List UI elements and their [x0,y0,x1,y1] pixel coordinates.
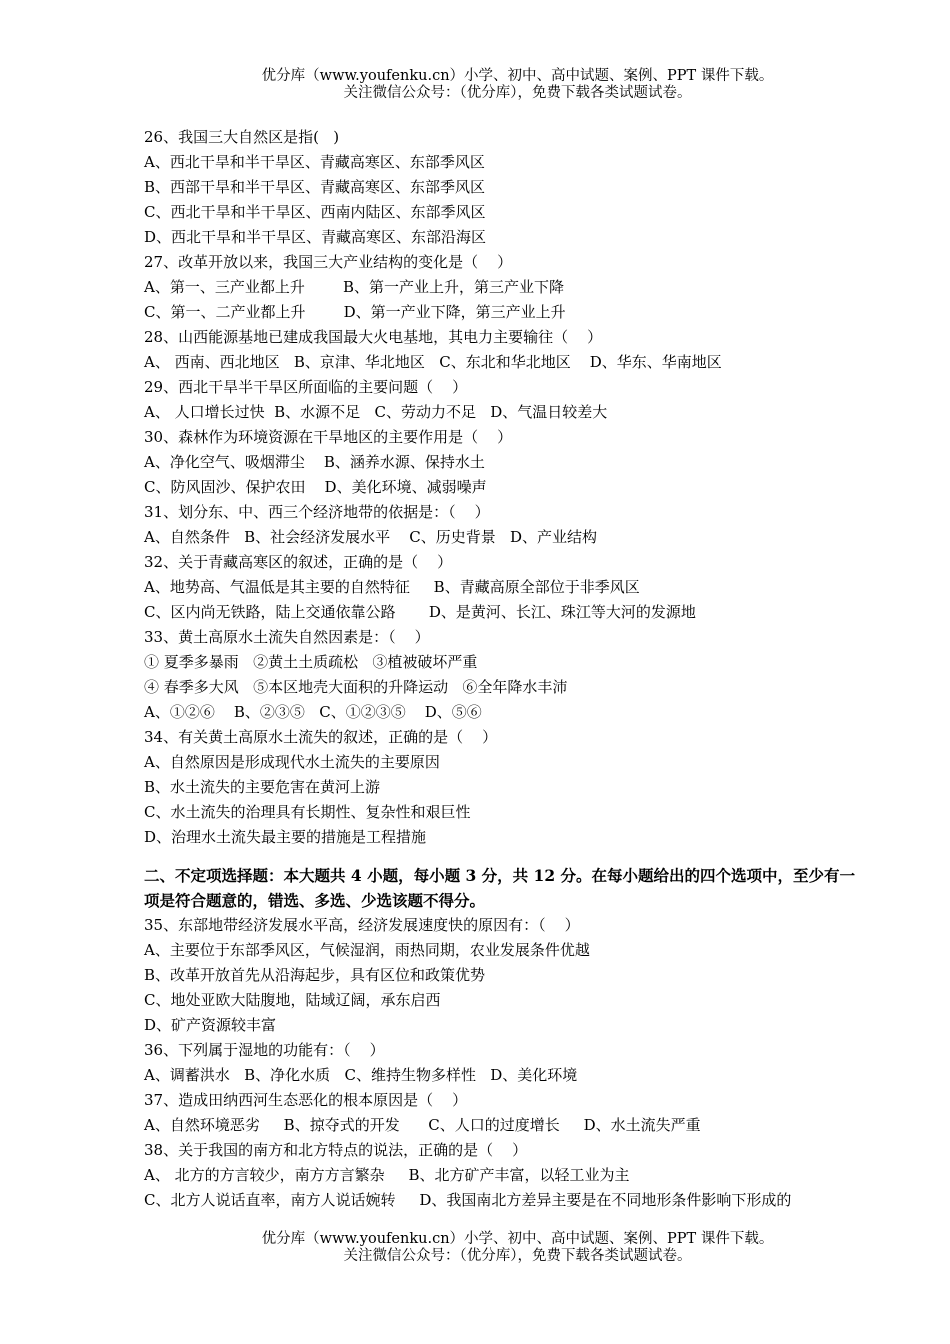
answer-option: ④ 春季多大风 ⑤本区地壳大面积的升降运动 ⑥全年降水丰沛 [144,678,568,696]
page-header [0,68,950,102]
answer-option: A、自然条件 B、社会经济发展水平 C、历史背景 D、产业结构 [144,528,598,546]
footer-line-1: 优分库（www.youfenku.cn）小学、初中、高中试题、案例、PPT 课件下载。 [261,1231,774,1247]
answer-option: A、 北方的方言较少，南方方言繁杂 B、北方矿产丰富，以轻工业为主 [144,1166,630,1184]
answer-option: C、水土流失的治理具有长期性、复杂性和艰巨性 [144,803,471,821]
header-line-1: 优分库（www.youfenku.cn）小学、初中、高中试题、案例、PPT 课件下载。 [261,68,774,84]
answer-option: A、西北干旱和半干旱区、青藏高寒区、东部季风区 [144,153,485,171]
answer-option: A、第一、三产业都上升 B、第一产业上升，第三产业下降 [144,278,565,296]
questions-part-1 [144,125,864,850]
answer-option: C、西北干旱和半干旱区、西南内陆区、东部季风区 [144,203,486,221]
answer-option: ① 夏季多暴雨 ②黄土土质疏松 ③植被破坏严重 [144,653,478,671]
question-stem: 29、西北干旱半干旱区所面临的主要问题（ ） [144,378,468,396]
answer-option: C、第一、二产业都上升 D、第一产业下降，第三产业上升 [144,303,566,321]
question-stem: 26、我国三大自然区是指( ) [144,128,340,146]
question-stem: 32、关于青藏高寒区的叙述，正确的是（ ） [144,553,453,571]
answer-option: A、调蓄洪水 B、净化水质 C、维持生物多样性 D、美化环境 [144,1066,578,1084]
question-stem: 28、山西能源基地已建成我国最大火电基地，其电力主要输往（ ） [144,328,603,346]
answer-option: A、净化空气、吸烟滞尘 B、涵养水源、保持水土 [144,453,485,471]
answer-option: A、 人口增长过快 B、水源不足 C、劳动力不足 D、气温日较差大 [144,403,608,421]
answer-option: A、地势高、气温低是其主要的自然特征 B、青藏高原全部位于非季风区 [144,578,640,596]
question-stem: 37、造成田纳西河生态恶化的根本原因是（ ） [144,1091,468,1109]
page-footer [0,1231,950,1265]
question-stem: 30、森林作为环境资源在干旱地区的主要作用是（ ） [144,428,513,446]
question-stem: 27、改革开放以来，我国三大产业结构的变化是（ ） [144,253,513,271]
header-line-2: 关注微信公众号：（优分库），免费下载各类试题试卷。 [343,85,692,101]
answer-option: B、改革开放首先从沿海起步，具有区位和政策优势 [144,966,486,984]
answer-option: C、地处亚欧大陆腹地，陆域辽阔，承东启西 [144,991,441,1009]
answer-option: D、西北干旱和半干旱区、青藏高寒区、东部沿海区 [144,228,487,246]
answer-option: A、 西南、西北地区 B、京津、华北地区 C、东北和华北地区 D、华东、华南地区 [144,353,722,371]
answer-option: B、西部干旱和半干旱区、青藏高寒区、东部季风区 [144,178,486,196]
section-heading: 二、不定项选择题：本大题共 4 小题，每小题 3 分，共 12 分。在每小题给出的四个选项中，至少有一项是符合题意的，错选、多选、少选该题不得分。 [144,866,856,910]
answer-option: A、主要位于东部季风区，气候湿润，雨热同期，农业发展条件优越 [144,941,590,959]
footer-line-2: 关注微信公众号：（优分库），免费下载各类试题试卷。 [343,1248,692,1264]
answer-option: B、水土流失的主要危害在黄河上游 [144,778,381,796]
question-stem: 33、黄土高原水土流失自然因素是：（ ） [144,628,430,646]
answer-option: C、防风固沙、保护农田 D、美化环境、减弱噪声 [144,478,487,496]
question-stem: 31、划分东、中、西三个经济地带的依据是：（ ） [144,503,490,521]
question-stem: 36、下列属于湿地的功能有：（ ） [144,1041,385,1059]
answer-option: C、北方人说话直率，南方人说话婉转 D、我国南北方差异主要是在不同地形条件影响下形成的 [144,1191,792,1209]
questions-part-2 [144,913,864,1213]
answer-option: D、治理水土流失最主要的措施是工程措施 [144,828,427,846]
question-stem: 35、东部地带经济发展水平高，经济发展速度快的原因有：（ ） [144,916,580,934]
exam-content [144,125,864,1213]
answer-option: D、矿产资源较丰富 [144,1016,277,1034]
answer-option: A、①②⑥ B、②③⑤ C、①②③⑤ D、⑤⑥ [144,703,482,721]
question-stem: 34、有关黄土高原水土流失的叙述，正确的是（ ） [144,728,498,746]
answer-option: C、区内尚无铁路，陆上交通依靠公路 D、是黄河、长江、珠江等大河的发源地 [144,603,696,621]
answer-option: A、自然原因是形成现代水土流失的主要原因 [144,753,440,771]
question-stem: 38、关于我国的南方和北方特点的说法，正确的是（ ） [144,1141,528,1159]
answer-option: A、自然环境恶劣 B、掠夺式的开发 C、人口的过度增长 D、水土流失严重 [144,1116,701,1134]
